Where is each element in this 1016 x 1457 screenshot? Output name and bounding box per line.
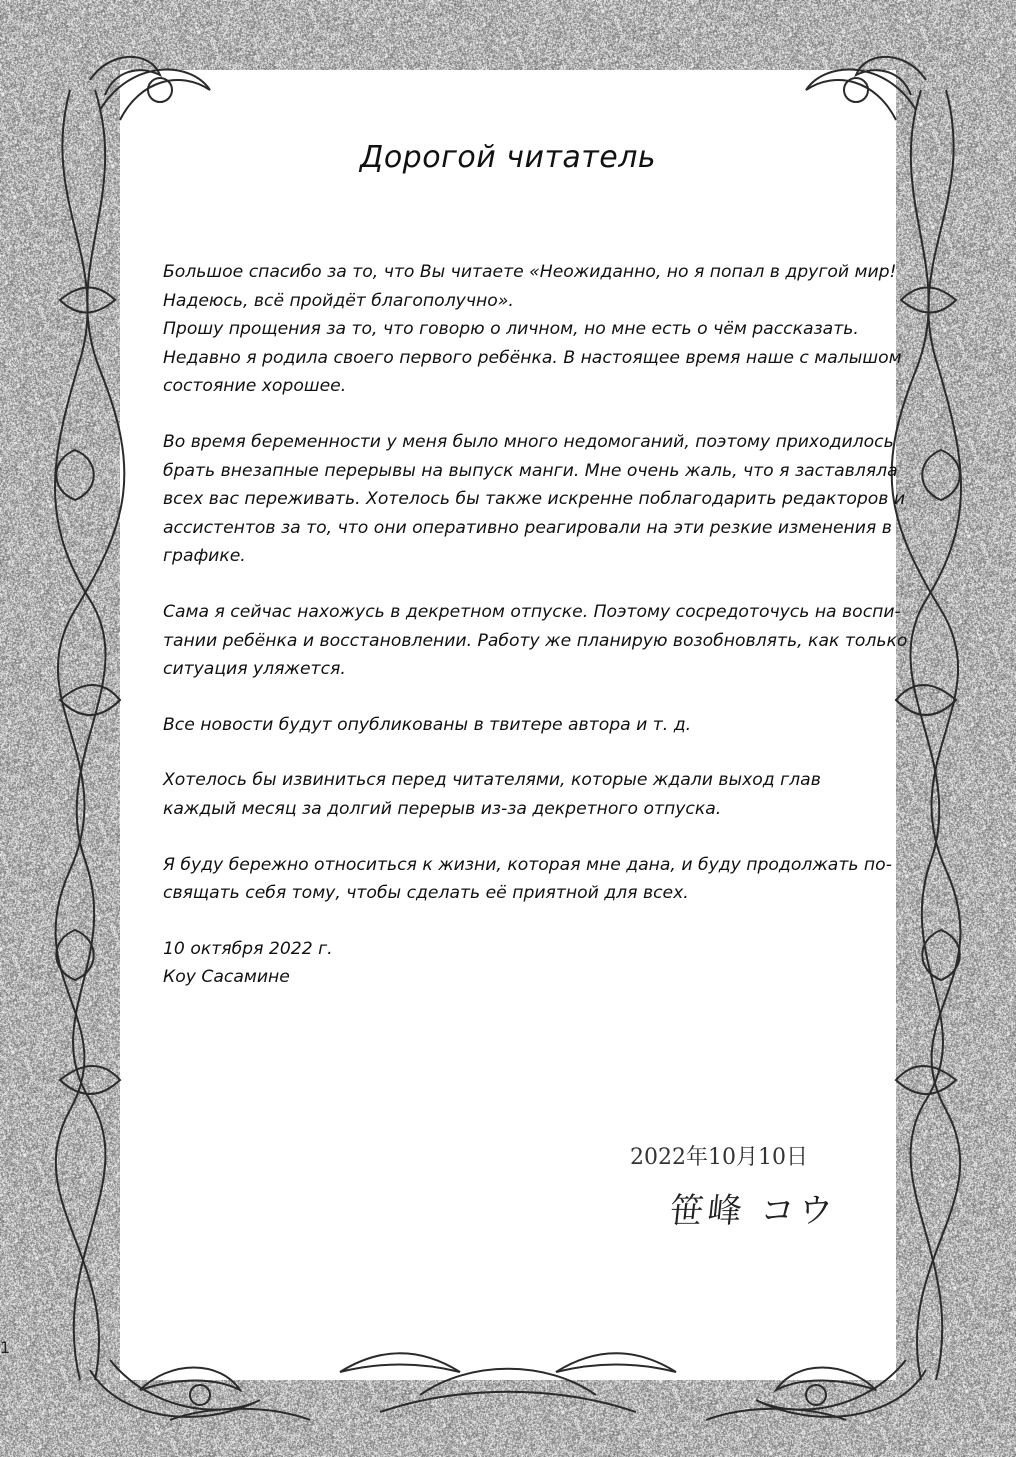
japanese-date: 2022年10月10日 [630, 1145, 808, 1170]
letter-paragraph: Все новости будут опубликованы в твитере автора и т. д. [163, 714, 692, 735]
top-right-corner-ornament [806, 57, 926, 120]
page-number: 1 [0, 1338, 11, 1357]
letter-paragraph: Большое спасибо за то, что Вы читаете «Неожиданно, но я попал в другой мир! Надеюсь, всё пройдёт благополучно». Прошу прощения за то, что говорю о личном, но мне есть о чём рассказать. Недавно я родила своего первого ребёнка. В настоящее время наше с малышом состояние хорошее. [163, 262, 902, 397]
bottom-center-ornament [340, 1353, 676, 1412]
bottom-left-corner-ornament [90, 1360, 310, 1420]
letter-body [163, 258, 923, 992]
top-left-corner-ornament [90, 57, 210, 120]
date-and-signature: 10 октября 2022 г. Коу Сасамине [163, 938, 333, 988]
left-vine-ornament [55, 90, 124, 1380]
letter-paragraph: Хотелось бы извиниться перед читателями, которые ждали выход глав каждый месяц за долгий перерыв из-за декретного отпуска. [163, 770, 821, 819]
letter-paragraph: Во время беременности у меня было много недомоганий, поэтому приходилось брать внезапные перерывы на выпуск манги. Мне очень жаль, что я заставляла всех вас переживать. Хотелось бы также искренне поблагодарить редакторов и ассистентов за то, что они оперативно реагировали на эти резкие изменения в графике. [163, 431, 906, 567]
letter-paragraph: Я буду бережно относиться к жизни, которая мне дана, и буду продолжать по- свящать себя тому, чтобы сделать её приятной для всех. [163, 854, 892, 904]
letter-paragraph: Сама я сейчас нахожусь в декретном отпуске. Поэтому сосредоточусь на воспи- тании ребёнка и восстановлении. Работу же планирую возобновлять, как только ситуация уляжется. [163, 601, 908, 680]
bottom-right-corner-ornament [706, 1360, 926, 1420]
letter-title: Дорогой читатель [359, 140, 657, 175]
handwritten-signature: 笹峰 コウ [667, 1191, 839, 1231]
